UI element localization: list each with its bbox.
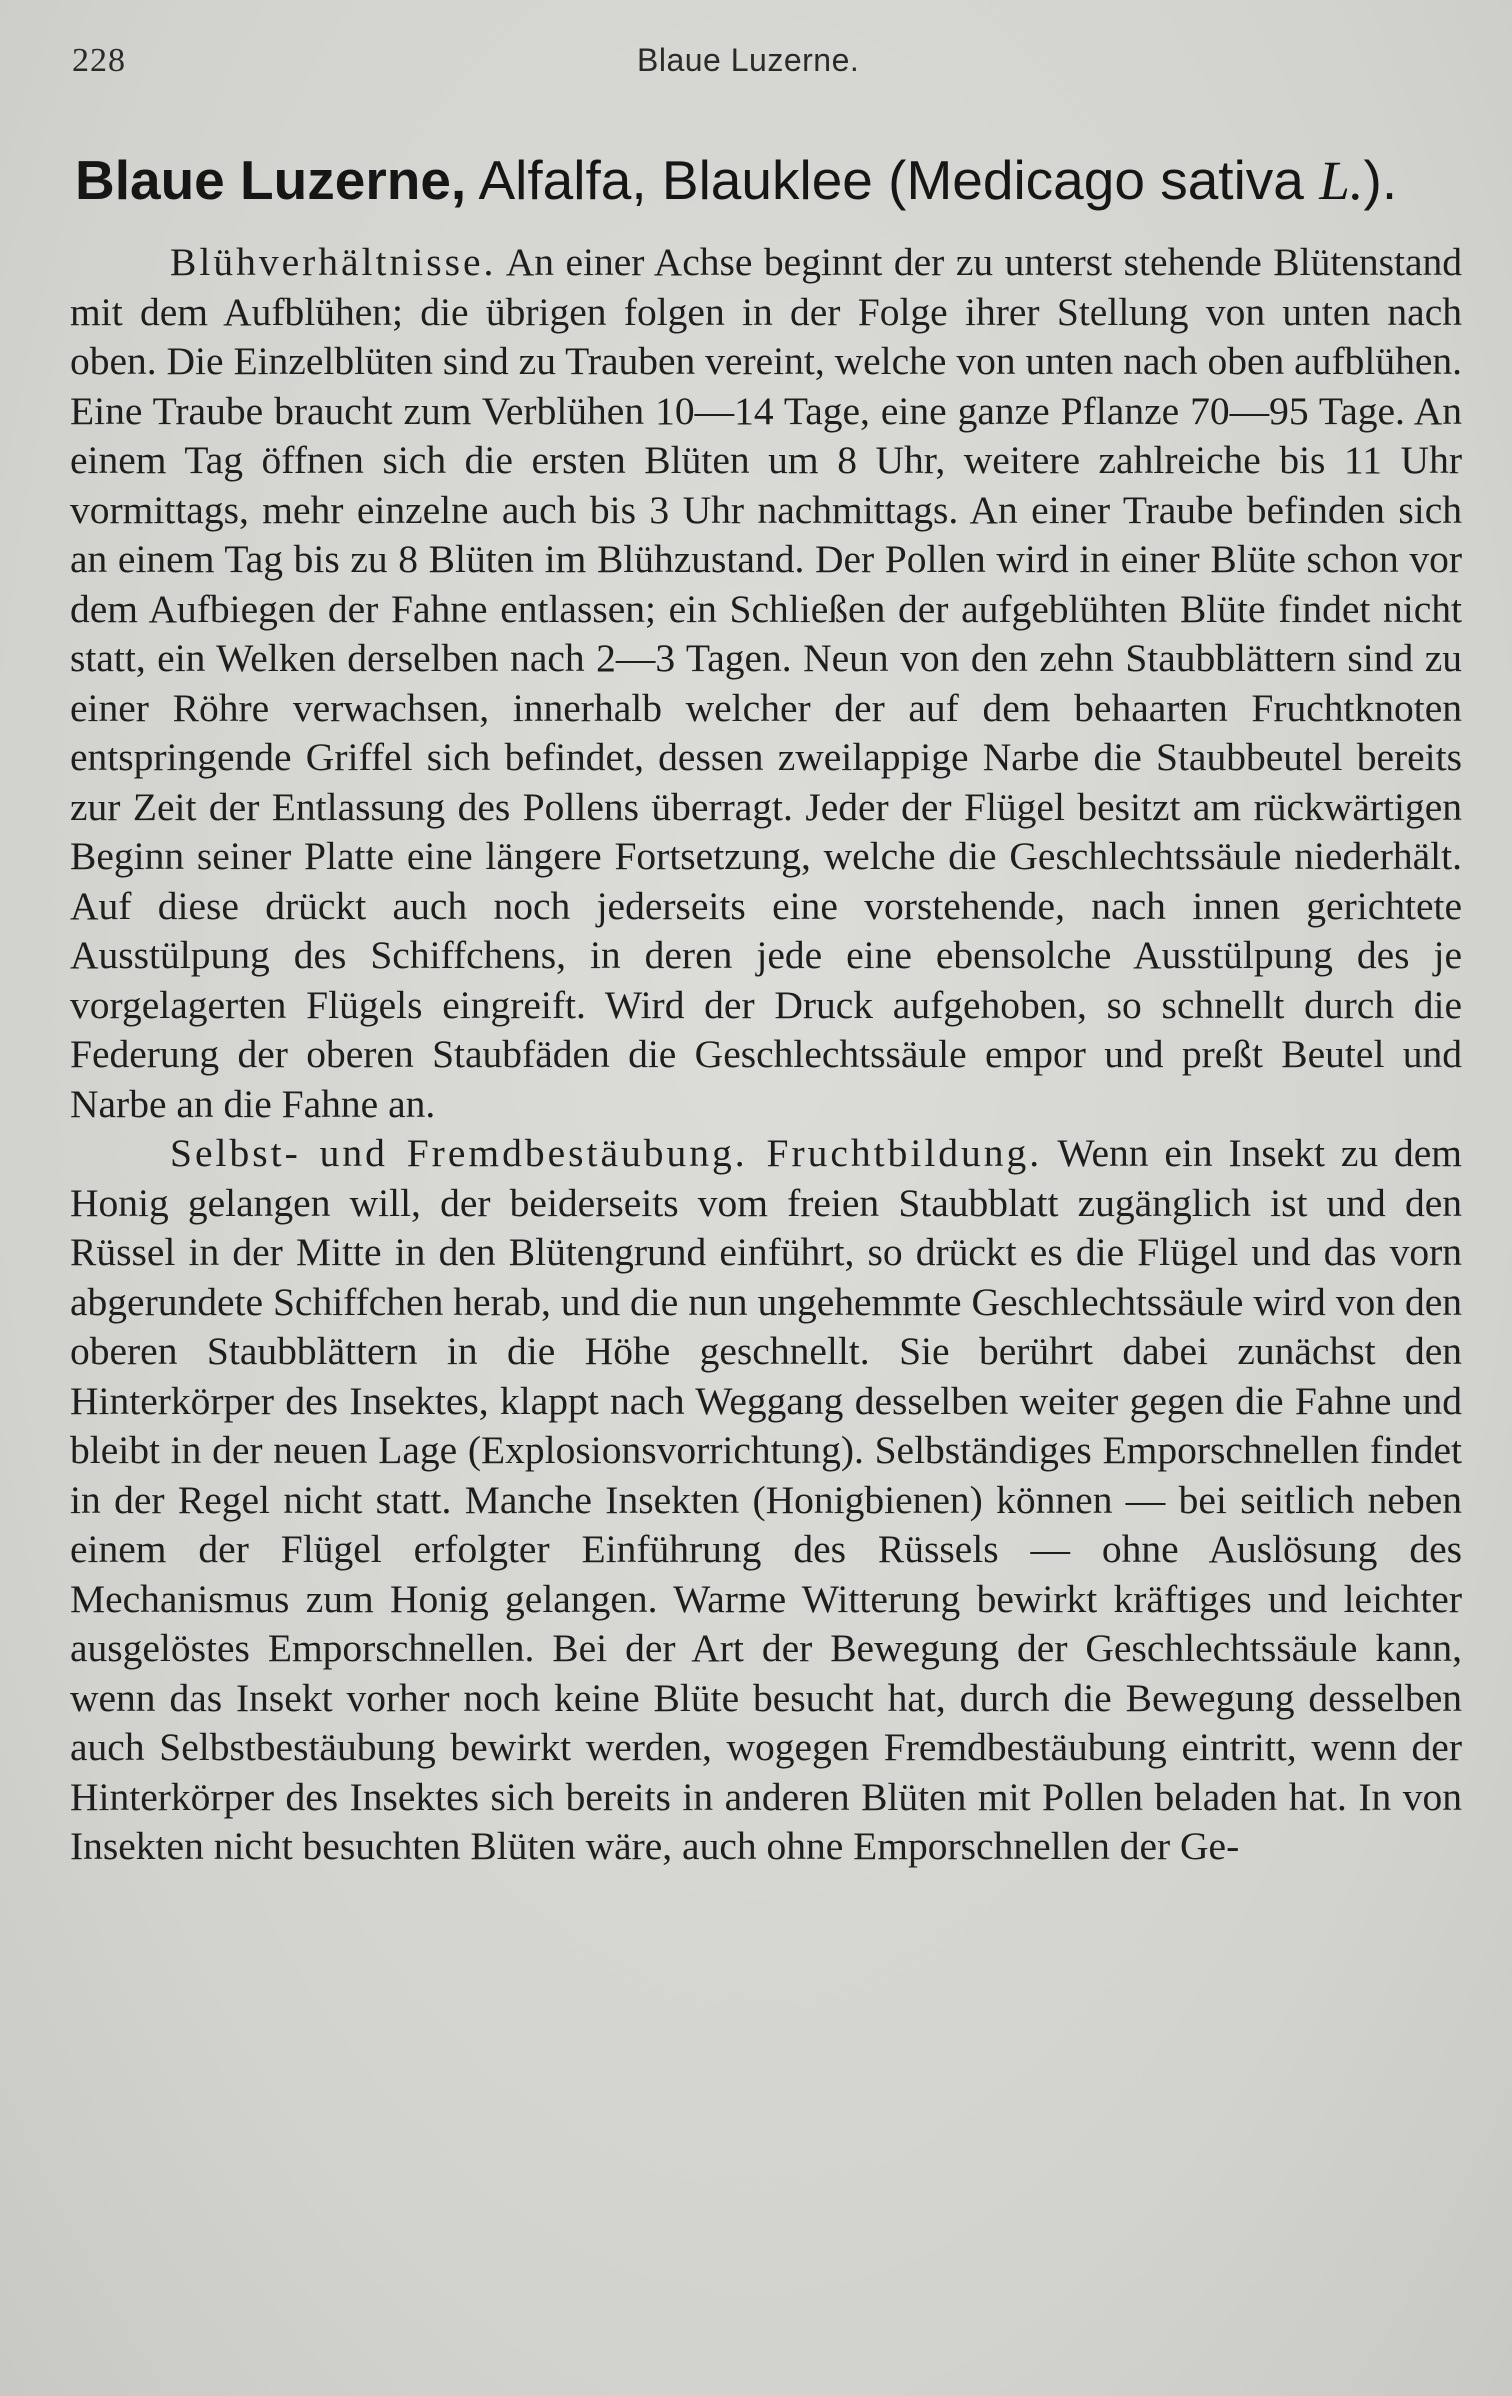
title-author: L.	[1319, 150, 1364, 211]
paragraph-bluehverhaeltnisse	[70, 238, 1462, 1129]
running-head: Blaue Luzerne.	[637, 42, 860, 78]
paragraph-text: An einer Achse beginnt der zu unterst stehende Blütenstand mit dem Aufblühen; die übrigen folgen in der Folge ihrer Stellung von unten nach oben. Die Einzelblüten sind zu Trauben vereint, welche von unten nach oben aufblühen. Eine Traube braucht zum Verblühen 10—14 Tage, eine ganze Pflanze 70—95 Tage. An einem Tag öffnen sich die ersten Blüten um 8 Uhr, weitere zahlreiche bis 11 Uhr vormittags, mehr einzelne auch bis 3 Uhr nachmittags. An einer Traube befinden sich an einem Tag bis zu 8 Blüten im Blühzustand. Der Pollen wird in einer Blüte schon vor dem Aufbiegen der Fahne entlassen; ein Schließen der aufgeblühten Blüte findet nicht statt, ein Welken derselben nach 2—3 Tagen. Neun von den zehn Staubblättern sind zu einer Röhre verwachsen, innerhalb welcher der auf dem behaarten Fruchtknoten entspringende Griffel sich befindet, dessen zweilappige Narbe die Staubbeutel bereits zur Zeit der Entlassung des Pollens überragt. Jeder der Flügel besitzt am rückwärtigen Beginn seiner Platte eine längere Fortsetzung, welche die Geschlechtssäule niederhält. Auf diese drückt auch noch jederseits eine vorstehende, nach innen gerichtete Ausstülpung des Schiffchens, in deren jede eine ebensolche Ausstülpung des je vorgelagerten Flügels eingreift. Wird der Druck aufgehoben, so schnellt durch die Federung der oberen Staubfäden die Geschlechtssäule empor und preßt Beutel und Narbe an die Fahne an.	[70, 240, 1462, 1126]
title-close: ).	[1363, 149, 1398, 211]
paragraph-heading: Blühverhältnisse.	[170, 240, 497, 284]
paragraph-heading: Selbst- und Fremdbestäubung. Fruchtbildung.	[170, 1131, 1043, 1175]
page-number: 228	[72, 42, 126, 79]
title-main: Blaue Luzerne,	[75, 149, 467, 211]
title-synonyms: Alfalfa, Blauklee (Medicago sativa	[466, 149, 1320, 211]
section-title	[75, 148, 1475, 213]
paragraph-text: Wenn ein Insekt zu dem Honig gelangen will, der beiderseits vom freien Staubblatt zugänglich ist und den Rüssel in der Mitte in den Blütengrund einführt, so drückt es die Flügel und das vorn abgerundete Schiffchen herab, und die nun ungehemmte Geschlechtssäule wird von den oberen Staubblättern in die Höhe geschnellt. Sie berührt dabei zunächst den Hinterkörper des Insektes, klappt nach Weggang desselben weiter gegen die Fahne und bleibt in der neuen Lage (Explosionsvorrichtung). Selbständiges Emporschnellen findet in der Regel nicht statt. Manche Insekten (Honigbienen) können — bei seitlich neben einem der Flügel erfolgter Einführung des Rüssels — ohne Auslösung des Mechanismus zum Honig gelangen. Warme Witterung bewirkt kräftiges und leichter ausgelöstes Emporschnellen. Bei der Art der Bewegung der Geschlechtssäule kann, wenn das Insekt vorher noch keine Blüte besucht hat, durch die Bewegung desselben auch Selbstbestäubung bewirkt werden, wogegen Fremdbestäubung eintritt, wenn der Hinterkörper des Insektes sich bereits in anderen Blüten mit Pollen beladen hat. In von Insekten nicht besuchten Blüten wäre, auch ohne Emporschnellen der Ge-	[70, 1131, 1463, 1868]
body-text	[70, 238, 1462, 1872]
paragraph-bestaeubung	[70, 1129, 1462, 1872]
page-header	[72, 42, 1452, 92]
